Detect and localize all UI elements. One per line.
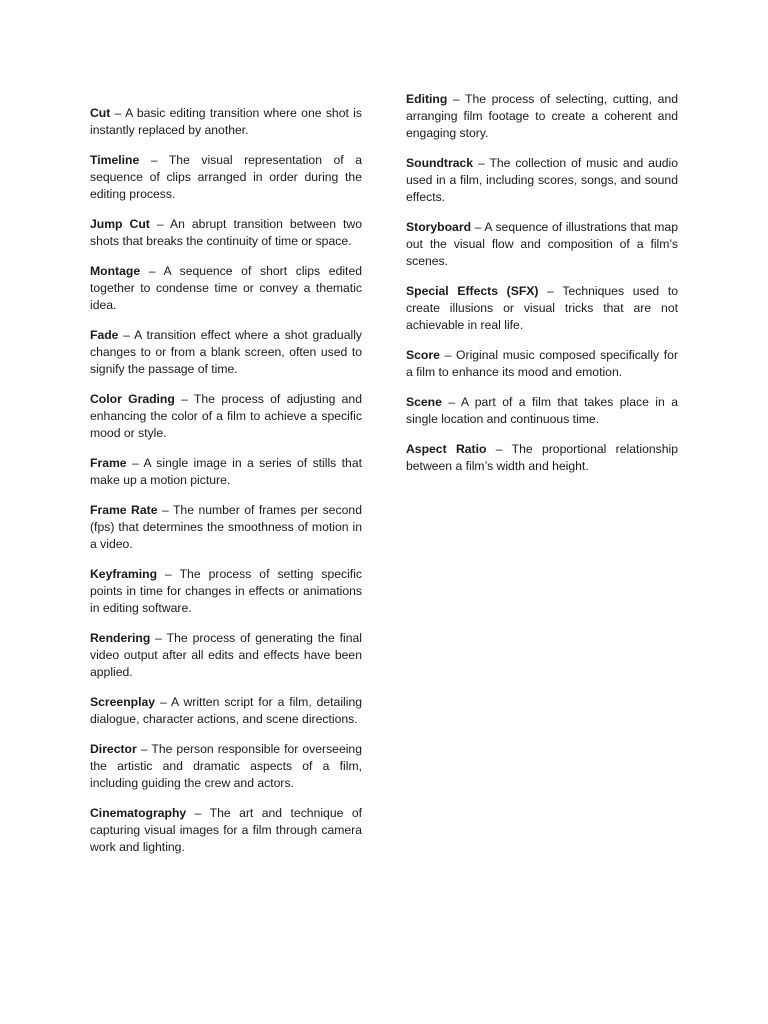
glossary-term: Screenplay — [90, 695, 156, 709]
glossary-entry-cinematography — [90, 805, 362, 856]
glossary-definition: – The process of generating the final video output after all edits and effects have been applied. — [90, 631, 362, 679]
glossary-term: Editing — [406, 92, 448, 106]
glossary-term: Special Effects (SFX) — [406, 284, 539, 298]
glossary-term: Cut — [90, 106, 111, 120]
glossary-term: Color Grading — [90, 392, 175, 406]
glossary-entry-jump-cut — [90, 216, 362, 250]
glossary-entry-editing — [406, 91, 678, 142]
glossary-definition: – A sequence of illustrations that map out the visual flow and composition of a film’s scenes. — [406, 220, 678, 268]
glossary-right-column — [406, 0, 678, 488]
glossary-term: Timeline — [90, 153, 140, 167]
glossary-definition: – Original music composed specifically for a film to enhance its mood and emotion. — [406, 348, 678, 379]
glossary-term: Montage — [90, 264, 141, 278]
glossary-definition: – The process of setting specific points in time for changes in effects or animations in editing software. — [90, 567, 362, 615]
glossary-term: Fade — [90, 328, 119, 342]
glossary-term: Soundtrack — [406, 156, 474, 170]
glossary-definition: – The proportional relationship between a film’s width and height. — [406, 442, 678, 473]
glossary-definition: – The visual representation of a sequence of clips arranged in order during the editing process. — [90, 153, 362, 201]
glossary-entry-timeline — [90, 152, 362, 203]
glossary-definition: – A part of a film that takes place in a single location and continuous time. — [406, 395, 678, 426]
glossary-definition: – The process of adjusting and enhancing the color of a film to achieve a specific mood or style. — [90, 392, 362, 440]
glossary-left-column — [90, 0, 362, 869]
glossary-entry-color-grading — [90, 391, 362, 442]
glossary-entry-director — [90, 741, 362, 792]
glossary-term: Cinematography — [90, 806, 187, 820]
glossary-definition: – An abrupt transition between two shots that breaks the continuity of time or space. — [90, 217, 362, 248]
glossary-definition: – The collection of music and audio used in a film, including scores, songs, and sound effects. — [406, 156, 678, 204]
glossary-entry-score — [406, 347, 678, 381]
glossary-term: Frame Rate — [90, 503, 158, 517]
glossary-definition: – Techniques used to create illusions or visual tricks that are not achievable in real life. — [406, 284, 678, 332]
glossary-term: Storyboard — [406, 220, 472, 234]
glossary-definition: – The process of selecting, cutting, and arranging film footage to create a coherent and engaging story. — [406, 92, 678, 140]
glossary-entry-scene — [406, 394, 678, 428]
glossary-entry-montage — [90, 263, 362, 314]
glossary-entry-rendering — [90, 630, 362, 681]
glossary-definition: – A transition effect where a shot gradually changes to or from a blank screen, often used to signify the passage of time. — [90, 328, 362, 376]
glossary-definition: – The number of frames per second (fps) that determines the smoothness of motion in a video. — [90, 503, 362, 551]
glossary-entry-frame-rate — [90, 502, 362, 553]
glossary-entry-cut — [90, 105, 362, 139]
glossary-definition: – A sequence of short clips edited together to condense time or convey a thematic idea. — [90, 264, 362, 312]
glossary-term: Keyframing — [90, 567, 158, 581]
glossary-term: Aspect Ratio — [406, 442, 487, 456]
glossary-term: Rendering — [90, 631, 151, 645]
glossary-definition: – A written script for a film, detailing dialogue, character actions, and scene directions. — [90, 695, 362, 726]
glossary-term: Jump Cut — [90, 217, 150, 231]
glossary-entry-special-effects — [406, 283, 678, 334]
glossary-entry-storyboard — [406, 219, 678, 270]
glossary-definition: – The person responsible for overseeing the artistic and dramatic aspects of a film, including guiding the crew and actors. — [90, 742, 362, 790]
glossary-entry-screenplay — [90, 694, 362, 728]
glossary-definition: – A basic editing transition where one shot is instantly replaced by another. — [90, 106, 362, 137]
glossary-entry-fade — [90, 327, 362, 378]
glossary-entry-aspect-ratio — [406, 441, 678, 475]
glossary-definition: – The art and technique of capturing visual images for a film through camera work and lighting. — [90, 806, 362, 854]
glossary-term: Score — [406, 348, 440, 362]
glossary-entry-keyframing — [90, 566, 362, 617]
glossary-definition: – A single image in a series of stills that make up a motion picture. — [90, 456, 362, 487]
glossary-entry-frame — [90, 455, 362, 489]
glossary-term: Director — [90, 742, 137, 756]
glossary-entry-soundtrack — [406, 155, 678, 206]
glossary-term: Frame — [90, 456, 127, 470]
glossary-term: Scene — [406, 395, 442, 409]
